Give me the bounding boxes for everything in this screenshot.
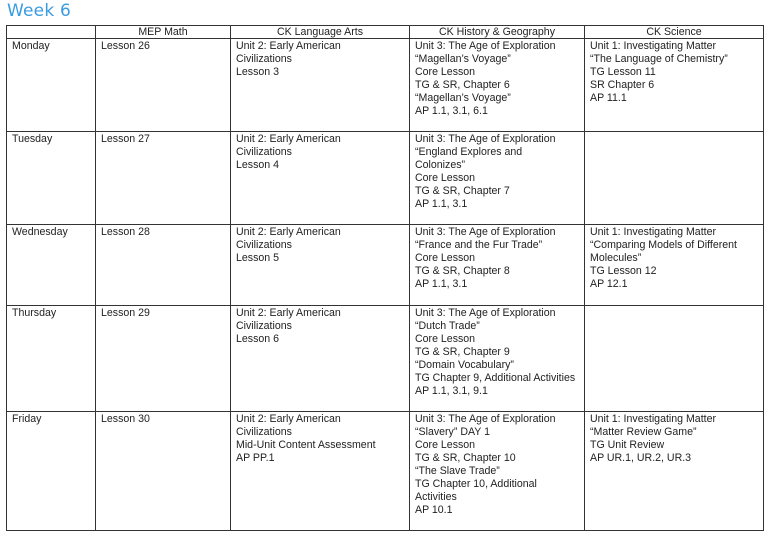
cell-line: TG Chapter 9, Additional Activities [415,372,576,384]
cell-line: “The Slave Trade” [415,465,500,477]
cell-line: “Domain Vocabulary” [415,359,514,371]
cell-line: TG & SR, Chapter 9 [415,346,510,358]
day-cell [7,225,96,306]
math-cell [96,412,231,531]
history-cell [410,132,585,225]
cell-line: “Slavery” DAY 1 [415,426,490,438]
cell-line: AP 12.1 [590,278,628,290]
cell-line: AP PP.1 [236,452,275,464]
cell-line: Civilizations [236,426,292,438]
science-cell [585,306,764,412]
cell-line: “France and the Fur Trade” [415,239,543,251]
table-row-thursday [7,306,764,412]
cell-line: “England Explores and [415,146,523,158]
cell-line: Activities [415,491,457,503]
cell-line: Unit 3: The Age of Exploration [415,133,556,145]
language-arts-cell [231,132,410,225]
cell-line: Lesson 4 [236,159,279,171]
math-cell [96,132,231,225]
cell-line: “Magellan’s Voyage” [415,92,511,104]
cell-line: Unit 2: Early American [236,133,341,145]
header-row [7,26,764,39]
cell-line: Civilizations [236,239,292,251]
day-cell [7,412,96,531]
weekly-schedule-table [6,25,764,531]
cell-line: AP 1.1, 3.1, 6.1 [415,105,488,117]
cell-line: TG Chapter 10, Additional [415,478,537,490]
cell-line: Unit 2: Early American [236,413,341,425]
history-cell [410,225,585,306]
cell-line: Colonizes” [415,159,466,171]
history-cell [410,306,585,412]
cell-line: Lesson 3 [236,66,279,78]
header-math: MEP Math [96,26,231,39]
day-cell [7,132,96,225]
cell-line: Unit 1: Investigating Matter [590,40,717,52]
cell-line: Unit 1: Investigating Matter [590,226,717,238]
table-row-tuesday [7,132,764,225]
language-arts-cell [231,225,410,306]
science-cell [585,412,764,531]
table-row-wednesday [7,225,764,306]
cell-line: TG Unit Review [590,439,665,451]
cell-line: TG Lesson 12 [590,265,657,277]
cell-line: Lesson 28 [101,226,150,238]
cell-line: Unit 3: The Age of Exploration [415,226,556,238]
cell-line: Lesson 27 [101,133,150,145]
day-label: Wednesday [12,226,68,238]
history-cell [410,39,585,132]
cell-line: Core Lesson [415,252,476,264]
table-row-monday [7,39,764,132]
science-cell [585,39,764,132]
cell-line: Civilizations [236,320,292,332]
cell-line: TG & SR, Chapter 8 [415,265,510,277]
cell-line: Unit 3: The Age of Exploration [415,40,556,52]
math-cell [96,306,231,412]
cell-line: AP 1.1, 3.1, 9.1 [415,385,488,397]
cell-line: TG & SR, Chapter 7 [415,185,510,197]
cell-line: Lesson 30 [101,413,150,425]
cell-line: AP 1.1, 3.1 [415,278,468,290]
cell-line: Lesson 29 [101,307,150,319]
cell-line: SR Chapter 6 [590,79,655,91]
day-cell [7,39,96,132]
header-science: CK Science [585,26,764,39]
cell-line: Unit 3: The Age of Exploration [415,413,556,425]
cell-line: Unit 1: Investigating Matter [590,413,717,425]
cell-line: Core Lesson [415,172,476,184]
cell-line: Core Lesson [415,439,476,451]
math-cell [96,39,231,132]
language-arts-cell [231,306,410,412]
cell-line: Civilizations [236,146,292,158]
cell-line: AP UR.1, UR.2, UR.3 [590,452,692,464]
cell-line: TG & SR, Chapter 6 [415,79,510,91]
cell-line: Mid-Unit Content Assessment [236,439,376,451]
day-cell [7,306,96,412]
day-label: Tuesday [12,133,53,145]
cell-line: Core Lesson [415,66,476,78]
day-label: Monday [12,40,50,52]
cell-line: Unit 2: Early American [236,226,341,238]
cell-line: Lesson 5 [236,252,279,264]
cell-line: Civilizations [236,53,292,65]
cell-line: “Comparing Models of Different [590,239,738,251]
header-day [7,26,96,39]
cell-line: “Magellan’s Voyage” [415,53,511,65]
cell-line: “Matter Review Game” [590,426,697,438]
cell-line: TG & SR, Chapter 10 [415,452,516,464]
page-title: Week 6 [7,1,71,21]
science-cell [585,225,764,306]
language-arts-cell [231,39,410,132]
math-cell [96,225,231,306]
cell-line: Core Lesson [415,333,476,345]
cell-line: Lesson 6 [236,333,279,345]
cell-line: AP 11.1 [590,92,627,104]
cell-line: “The Language of Chemistry” [590,53,728,65]
cell-line: TG Lesson 11 [590,66,656,78]
cell-line: “Dutch Trade” [415,320,480,332]
history-cell [410,412,585,531]
cell-line: Unit 3: The Age of Exploration [415,307,556,319]
day-label: Friday [12,413,42,425]
cell-line: Unit 2: Early American [236,307,341,319]
cell-line: Molecules” [590,252,642,264]
language-arts-cell [231,412,410,531]
table-row-friday [7,412,764,531]
science-cell [585,132,764,225]
cell-line: AP 1.1, 3.1 [415,198,468,210]
header-language-arts: CK Language Arts [231,26,410,39]
cell-line: Unit 2: Early American [236,40,341,52]
cell-line: AP 10.1 [415,504,453,516]
cell-line: Lesson 26 [101,40,150,52]
day-label: Thursday [12,307,57,319]
header-history: CK History & Geography [410,26,585,39]
